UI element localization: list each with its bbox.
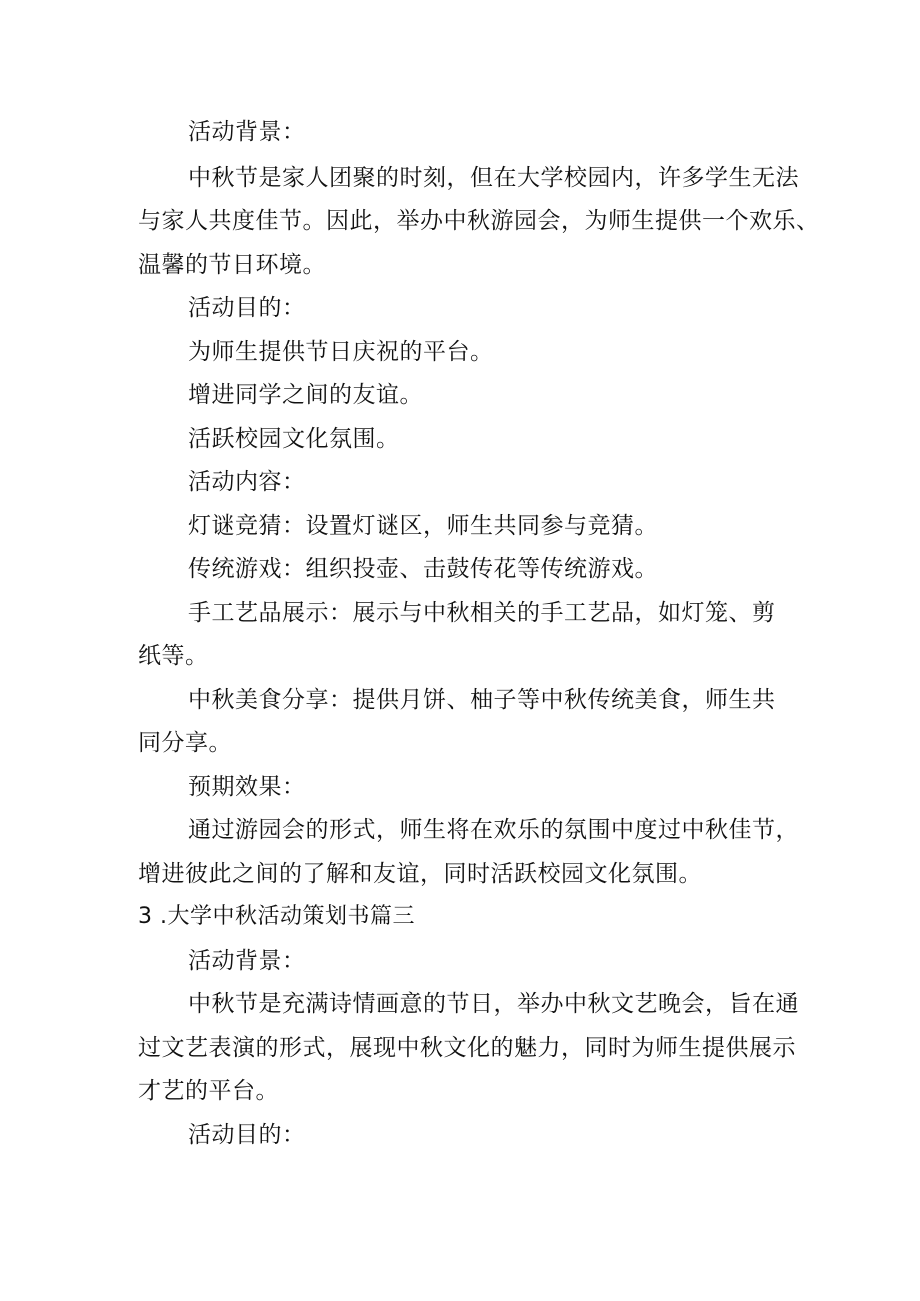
paragraph-line: 灯谜竞猜：设置灯谜区，师生共同参与竞猜。 xyxy=(188,513,658,539)
section-label-background: 活动背景： xyxy=(188,948,306,974)
paragraph-line: 通过游园会的形式，师生将在欢乐的氛围中度过中秋佳节， xyxy=(188,817,799,843)
paragraph-line: 手工艺品展示：展示与中秋相关的手工艺品，如灯笼、剪 xyxy=(188,600,776,626)
section-label-background: 活动背景： xyxy=(188,119,306,145)
paragraph-line: 增进彼此之间的了解和友谊，同时活跃校园文化氛围。 xyxy=(138,861,702,887)
paragraph-line: 增进同学之间的友谊。 xyxy=(188,382,423,408)
paragraph-line: 为师生提供节日庆祝的平台。 xyxy=(188,339,494,365)
section-label-content: 活动内容： xyxy=(188,469,306,495)
paragraph-line: 活跃校园文化氛围。 xyxy=(188,426,400,452)
section-label-effect: 预期效果： xyxy=(188,774,306,800)
section-heading: 3 .大学中秋活动策划书篇三 xyxy=(138,904,415,929)
section-label-purpose: 活动目的： xyxy=(188,1122,306,1148)
paragraph-line: 中秋节是充满诗情画意的节日，举办中秋文艺晚会，旨在通 xyxy=(188,991,799,1017)
paragraph-line: 传统游戏：组织投壶、击鼓传花等传统游戏。 xyxy=(188,556,658,582)
paragraph-line: 纸等。 xyxy=(138,643,209,669)
paragraph-line: 中秋节是家人团聚的时刻，但在大学校园内，许多学生无法 xyxy=(188,165,799,191)
section-label-purpose: 活动目的： xyxy=(188,295,306,321)
paragraph-line: 中秋美食分享：提供月饼、柚子等中秋传统美食，师生共 xyxy=(188,687,776,713)
paragraph-line: 才艺的平台。 xyxy=(138,1078,279,1104)
paragraph-line: 同分享。 xyxy=(138,730,232,756)
paragraph-line: 与家人共度佳节。因此，举办中秋游园会，为师生提供一个欢乐、 xyxy=(138,208,820,234)
paragraph-line: 温馨的节日环境。 xyxy=(138,252,326,278)
paragraph-line: 过文艺表演的形式，展现中秋文化的魅力，同时为师生提供展示 xyxy=(138,1035,796,1061)
